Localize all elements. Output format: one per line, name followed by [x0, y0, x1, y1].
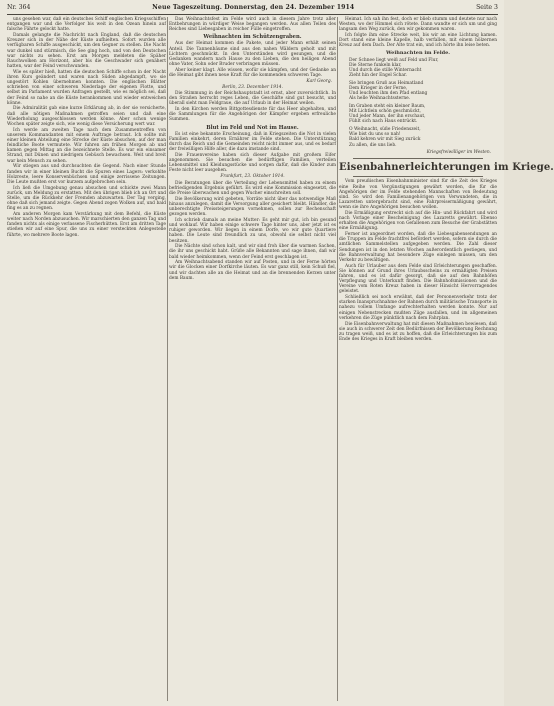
- paragraph: Das Weihnachtsfest im Felde wird auch in diesem Jahre trotz aller Entbehrungen in würdiger Weise begangen werden. Aus allen Teilen des Reiches sind Liebesgaben in reicher Fülle eingetroffen.: [169, 17, 336, 33]
- poem-title: Weihnachten im Felde.: [385, 49, 451, 56]
- paragraph: Ich folgte ihm eine Strecke weit, bis wir an eine Lichtung kamen. Dort stand eine kleine Kapelle, halb verfallen, mit einem hölzernen Kreuz auf dem Dach. Der Alte trat ein, und ich hörte ihn leise beten.: [339, 33, 497, 49]
- article-heading: Blut im Feld und Not im Hause.: [206, 124, 299, 131]
- section-divider: [353, 176, 483, 177]
- poem-stanza: [349, 58, 497, 79]
- paragraph: uns gesehen war, daß ein deutsches Schiff englischen Kriegsschiffen entgangen war und die Verfolger bis weit in den Ozean hinein auf falsche Fährte gelockt hatte.: [7, 17, 166, 33]
- poem-line: Der Schnee liegt weiß auf Feld und Flur,: [349, 57, 439, 63]
- paragraph: Ferner ist angeordnet worden, daß die Liebesgabensendungen an die Truppen im Felde frachtfrei befördert werden, sofern sie durch die amtlichen Sammelstellen aufgegeben werden. Die Zahl dieser Sendungen ist in den letzten Wochen außerordentlich gestiegen, und die Bahnverwaltung hat besondere Züge einlegen müssen, um den Verkehr zu bewältigen.: [339, 232, 497, 263]
- paragraph: In den Kirchen werden Bittgottesdienste für das Heer abgehalten, und die Sammlungen für die Angehörigen der Kämpfer ergeben erfreuliche Summen.: [169, 107, 336, 123]
- paragraph: Damals gelangte die Nachricht nach England, daß die deutschen Kreuzer sich in der Nähe der Küste aufhielten. Sofort wurden alle verfügbaren Schiffe ausgeschickt, um den Gegner zu stellen. Die Nacht war dunkel und stürmisch, die See ging hoch, und von den Deutschen war nichts zu sehen. Erst am Morgen meldeten die Späher Rauchwolken am Horizont, aber bis die Geschwader sich genähert hatten, war der Feind verschwunden.: [7, 33, 166, 69]
- poem-line: Und leuchten ihm den Pfad entlang: [349, 91, 428, 97]
- poem-line: Und jeder Mann, der ihn erschaut,: [349, 114, 426, 120]
- paragraph: Die Stimmung in der Reichshauptstadt ist ernst, aber zuversichtlich. In den Straßen herrscht reges Leben, die Geschäfte sind gut besucht, und überall sieht man Feldgraue, die auf Urlaub in der Heimat weilen.: [169, 91, 336, 107]
- paragraph: Die Beratungen über die Verteilung der Lebensmittel haben zu einem befriedigenden Ergebnis geführt. Es wird eine Kommission eingesetzt, die die Preise überwachen und gegen Wucher einschreiten soll.: [169, 180, 336, 196]
- byline: Karl Georg.: [306, 78, 332, 84]
- page-header: [7, 4, 498, 13]
- paragraph: Wir stiegen aus und durchsuchten die Gegend. Nach einer Stunde fanden wir in einer kleinen Bucht die Spuren eines Lagers: verkohlte Holzreste, leere Konservenbüchsen und einige zerrissene Zeitungen. Die Leute mußten erst vor kurzem aufgebrochen sein.: [7, 164, 166, 185]
- paragraph: Die Eisenbahnverwaltung hat mit diesen Maßnahmen bewiesen, daß sie auch in schwerer Zeit den Bedürfnissen der Bevölkerung Rechnung zu tragen weiß, und es ist zu hoffen, daß die Erleichterungen bis zum Ende des Krieges in Kraft bleiben werden.: [339, 321, 497, 342]
- column-middle: [169, 17, 336, 701]
- text-columns: [7, 17, 554, 701]
- poem-line: Als helle Weihnachtssterne.: [349, 96, 411, 102]
- column-right: [339, 17, 554, 701]
- poem-line: Zieht hin der Engel Schar.: [349, 73, 407, 79]
- article-heading: Weihnachten im Schützengraben.: [203, 34, 302, 41]
- poem-line: Im Graben steht ein kleiner Baum,: [349, 103, 426, 109]
- column-left: [7, 17, 166, 701]
- paragraph: Heimat. Ich sah ihn fest, doch er blieb stumm und deutete nur nach Westen, wo der Himmel sich rötete. Dann wandte er sich um und ging langsam den Weg zurück, den wir gekommen waren.: [339, 17, 497, 33]
- paragraph: Wie es später hieß, hatten die deutschen Schiffe schon in der Nacht ihren Kurs geändert und waren nach Süden abgedampft, wo sie ungestört Kohlen übernehmen konnten. Die englischen Blätter schrieben von einer schweren Niederlage der eigenen Flotte, und selbst im Parlament wurden Anfragen gestellt, wie es möglich sei, daß der Feind so nahe an die Küste herankommen und wieder entweichen könne.: [7, 69, 166, 106]
- paragraph: Die Frauenvereine haben sich dieser Aufgabe mit großem Eifer angenommen. Sie besuchen die bedürftigen Familien, verteilen Lebensmittel und Kleidungsstücke und sorgen dafür, daß die Kinder zum Feste nicht leer ausgehen.: [169, 152, 336, 174]
- poem-line: O Weihnacht, süße Friedenszeit,: [349, 127, 421, 133]
- poem-line: Die Sterne funkeln klar,: [349, 62, 402, 68]
- paragraph: Die Nächte sind schon kalt, und wir sind froh über die warmen Sachen, die ihr uns geschickt habt. Grüße alle Bekannten und sage ihnen, daß wir bald wieder heimkommen, wenn der Feind erst geschlagen ist.: [169, 244, 336, 260]
- masthead-line: Neue Tageszeitung. Donnerstag, den 24. Dezember 1914: [152, 4, 355, 11]
- section-divider: [353, 158, 483, 159]
- dateline: Berlin, 23. Dezember 1914.: [222, 84, 283, 90]
- paragraph: Aber keiner klagt. Alle wissen, wofür sie kämpfen, und der Gedanke an die Heimat gibt ihnen neue Kraft für die kommenden schweren Tage.: [169, 67, 336, 78]
- paragraph: Aus der Heimat kommen die Pakete, und jeder Mann erhält seinen Anteil. Die Tannenbäume sind aus den nahen Wäldern geholt und mit Lichtern geschmückt. In den Unterständen wird gesungen, und die Gedanken wandern nach Hause zu den Lieben, die den heiligen Abend ohne Vater, Sohn oder Bruder verbringen müssen.: [169, 41, 336, 68]
- paragraph: Die Ermäßigung erstreckt sich auf die Hin- und Rückfahrt und wird nach Vorlage einer Bescheinigung des Lazaretts gewährt. Ebenso erhalten die Angehörigen von Gefallenen zum Besuche der Grabstätten eine Ermäßigung.: [339, 210, 497, 232]
- article-headline: Eisenbahnerleichterungen im Kriege.: [339, 162, 554, 174]
- poem-line: Mit Lichtlein schön geschmückt,: [349, 109, 421, 115]
- paragraph: Schließlich sei noch erwähnt, daß der Personenverkehr trotz der starken Inanspruchnahme der Bahnen durch militärische Transporte in nahezu vollem Umfange aufrechterhalten werden konnte. Nur auf einigen Nebenstrecken mußten Züge ausfallen, und im allgemeinen verkehren die Züge pünktlich nach dem Fahrplan.: [339, 295, 497, 321]
- paragraph: Am Weihnachtsabend standen wir auf Posten, und in der Ferne hörten wir die Glocken einer Dorfkirche läuten. Es war ganz still, kein Schuß fiel, und wir dachten alle an die Heimat und an die brennenden Kerzen unter dem Baum.: [169, 260, 336, 281]
- paragraph: Auch für Urlauber aus dem Felde sind Erleichterungen geschaffen. Sie können auf Grund ihres Urlaubsscheins zu ermäßigten Preisen fahren, und es ist dafür gesorgt, daß sie auf den Bahnhöfen Verpflegung und Unterkunft finden. Die Bahnhofsmissionen und die Vereine vom Roten Kreuz haben in dieser Hinsicht Hervorragendes geleistet.: [339, 263, 497, 295]
- paragraph: Die Bevölkerung wird gebeten, Vorräte nicht über das notwendige Maß hinaus anzulegen, damit die Versorgung aller gesichert bleibt. Händler, die unberechtigte Preissteigerungen vornehmen, sollen zur Rechenschaft gezogen werden.: [169, 196, 336, 218]
- poem-line: Dem Krieger in der Ferne,: [349, 85, 408, 91]
- poem: [339, 58, 497, 148]
- paragraph: Am anderen Morgen kam Verstärkung mit dem Befehl, die Küste weiter nach Norden abzusuchen. Wir marschierten den ganzen Tag und fanden nichts als einige verlassene Fischerhütten. Erst am dritten Tage stießen wir auf eine Spur, die uns zu einer versteckten Anlegestelle führte, wo mehrere Boote lagen.: [7, 211, 166, 238]
- poem-line: Zu allen, die uns lieb.: [349, 142, 397, 148]
- paragraph: Vom preußischen Eisenbahnminister sind für die Zeit des Krieges eine Reihe von Vergünstigungen gewährt worden, die für die Angehörigen der im Felde stehenden Mannschaften von Bedeutung sind. So wird den Familienangehörigen von Verwundeten, die in Lazaretten untergebracht sind, eine Fahrpreisermäßigung gewährt, wenn sie ihre Angehörigen besuchen wollen.: [339, 179, 497, 211]
- poem-author: Kriegsfreiwilliger im Westen.: [426, 150, 491, 156]
- poem-line: Sie bringen Gruß aus Heimatland: [349, 80, 424, 86]
- paragraph: Ich schrieb damals an meine Mutter: Es geht mir gut, ich bin gesund und wohlauf. Wir haben einige schwere Tage hinter uns, aber jetzt ist es ruhiger geworden. Wir liegen in einem Dorfe, wo wir gute Quartiere haben. Die Leute sind freundlich zu uns, obwohl sie selbst nicht viel besitzen.: [169, 217, 336, 244]
- poem-line: Fühlt sich nach Haus entrückt.: [349, 119, 418, 125]
- paragraph: Es ist eine bekannte Erscheinung, daß in Kriegszeiten die Not in vielen Familien einkehrt, deren Ernährer im Felde stehen. Die Unterstützung durch das Reich und die Gemeinden reicht nicht immer aus, und es bedarf der freiwilligen Hilfe aller, die dazu imstande sind.: [169, 131, 336, 153]
- poem-line: Und durch die stille Winternacht: [349, 68, 422, 73]
- paragraph: Ich ließ die Umgebung genau absuchen und schickte zwei Mann zurück, um Meldung zu erstatten. Mit den übrigen blieb ich an Ort und Stelle, um die Rückkehr der Fremden abzuwarten. Der Tag verging, ohne daß sich jemand zeigte. Gegen Abend zogen Wolken auf, und bald fing es an zu regnen.: [7, 185, 166, 212]
- poem-line: Wie bist du uns so nah!: [349, 132, 401, 138]
- poem-line: Bald kehren wir mit Sieg zurück: [349, 137, 421, 143]
- poem-stanza: [349, 81, 497, 102]
- paragraph: Die Admiralität gab eine kurze Erklärung ab, in der sie versicherte, daß alle nötigen Maßnahmen getroffen seien und daß eine Wiederholung ausgeschlossen werden könne. Aber schon wenige Wochen später zeigte sich, wie wenig diese Versicherung wert war.: [7, 106, 166, 127]
- poem-stanza: [349, 127, 497, 148]
- page-number: Nr. 364: [7, 4, 31, 11]
- paragraph: Ich werde am zweiten Tage nach dem Zusammentreffen von unserem Kommandanten mit einem Auftrage betraut. Ich sollte mit einer kleinen Abteilung eine Strecke der Küste absuchen, auf der man feindliche Boote vermutete. Wir fuhren am frühen Morgen ab und kamen gegen Mittag an die bezeichnete Stelle. Es war ein einsamer Strand, mit Dünen und niedrigem Gebüsch bewachsen. Weit und breit war kein Mensch zu sehen.: [7, 127, 166, 164]
- sheet-number: Seite 3: [476, 4, 498, 11]
- dateline: Frankfurt, 23. Oktober 1914.: [220, 174, 285, 180]
- header-rule: [7, 14, 498, 15]
- poem-stanza: [349, 104, 497, 125]
